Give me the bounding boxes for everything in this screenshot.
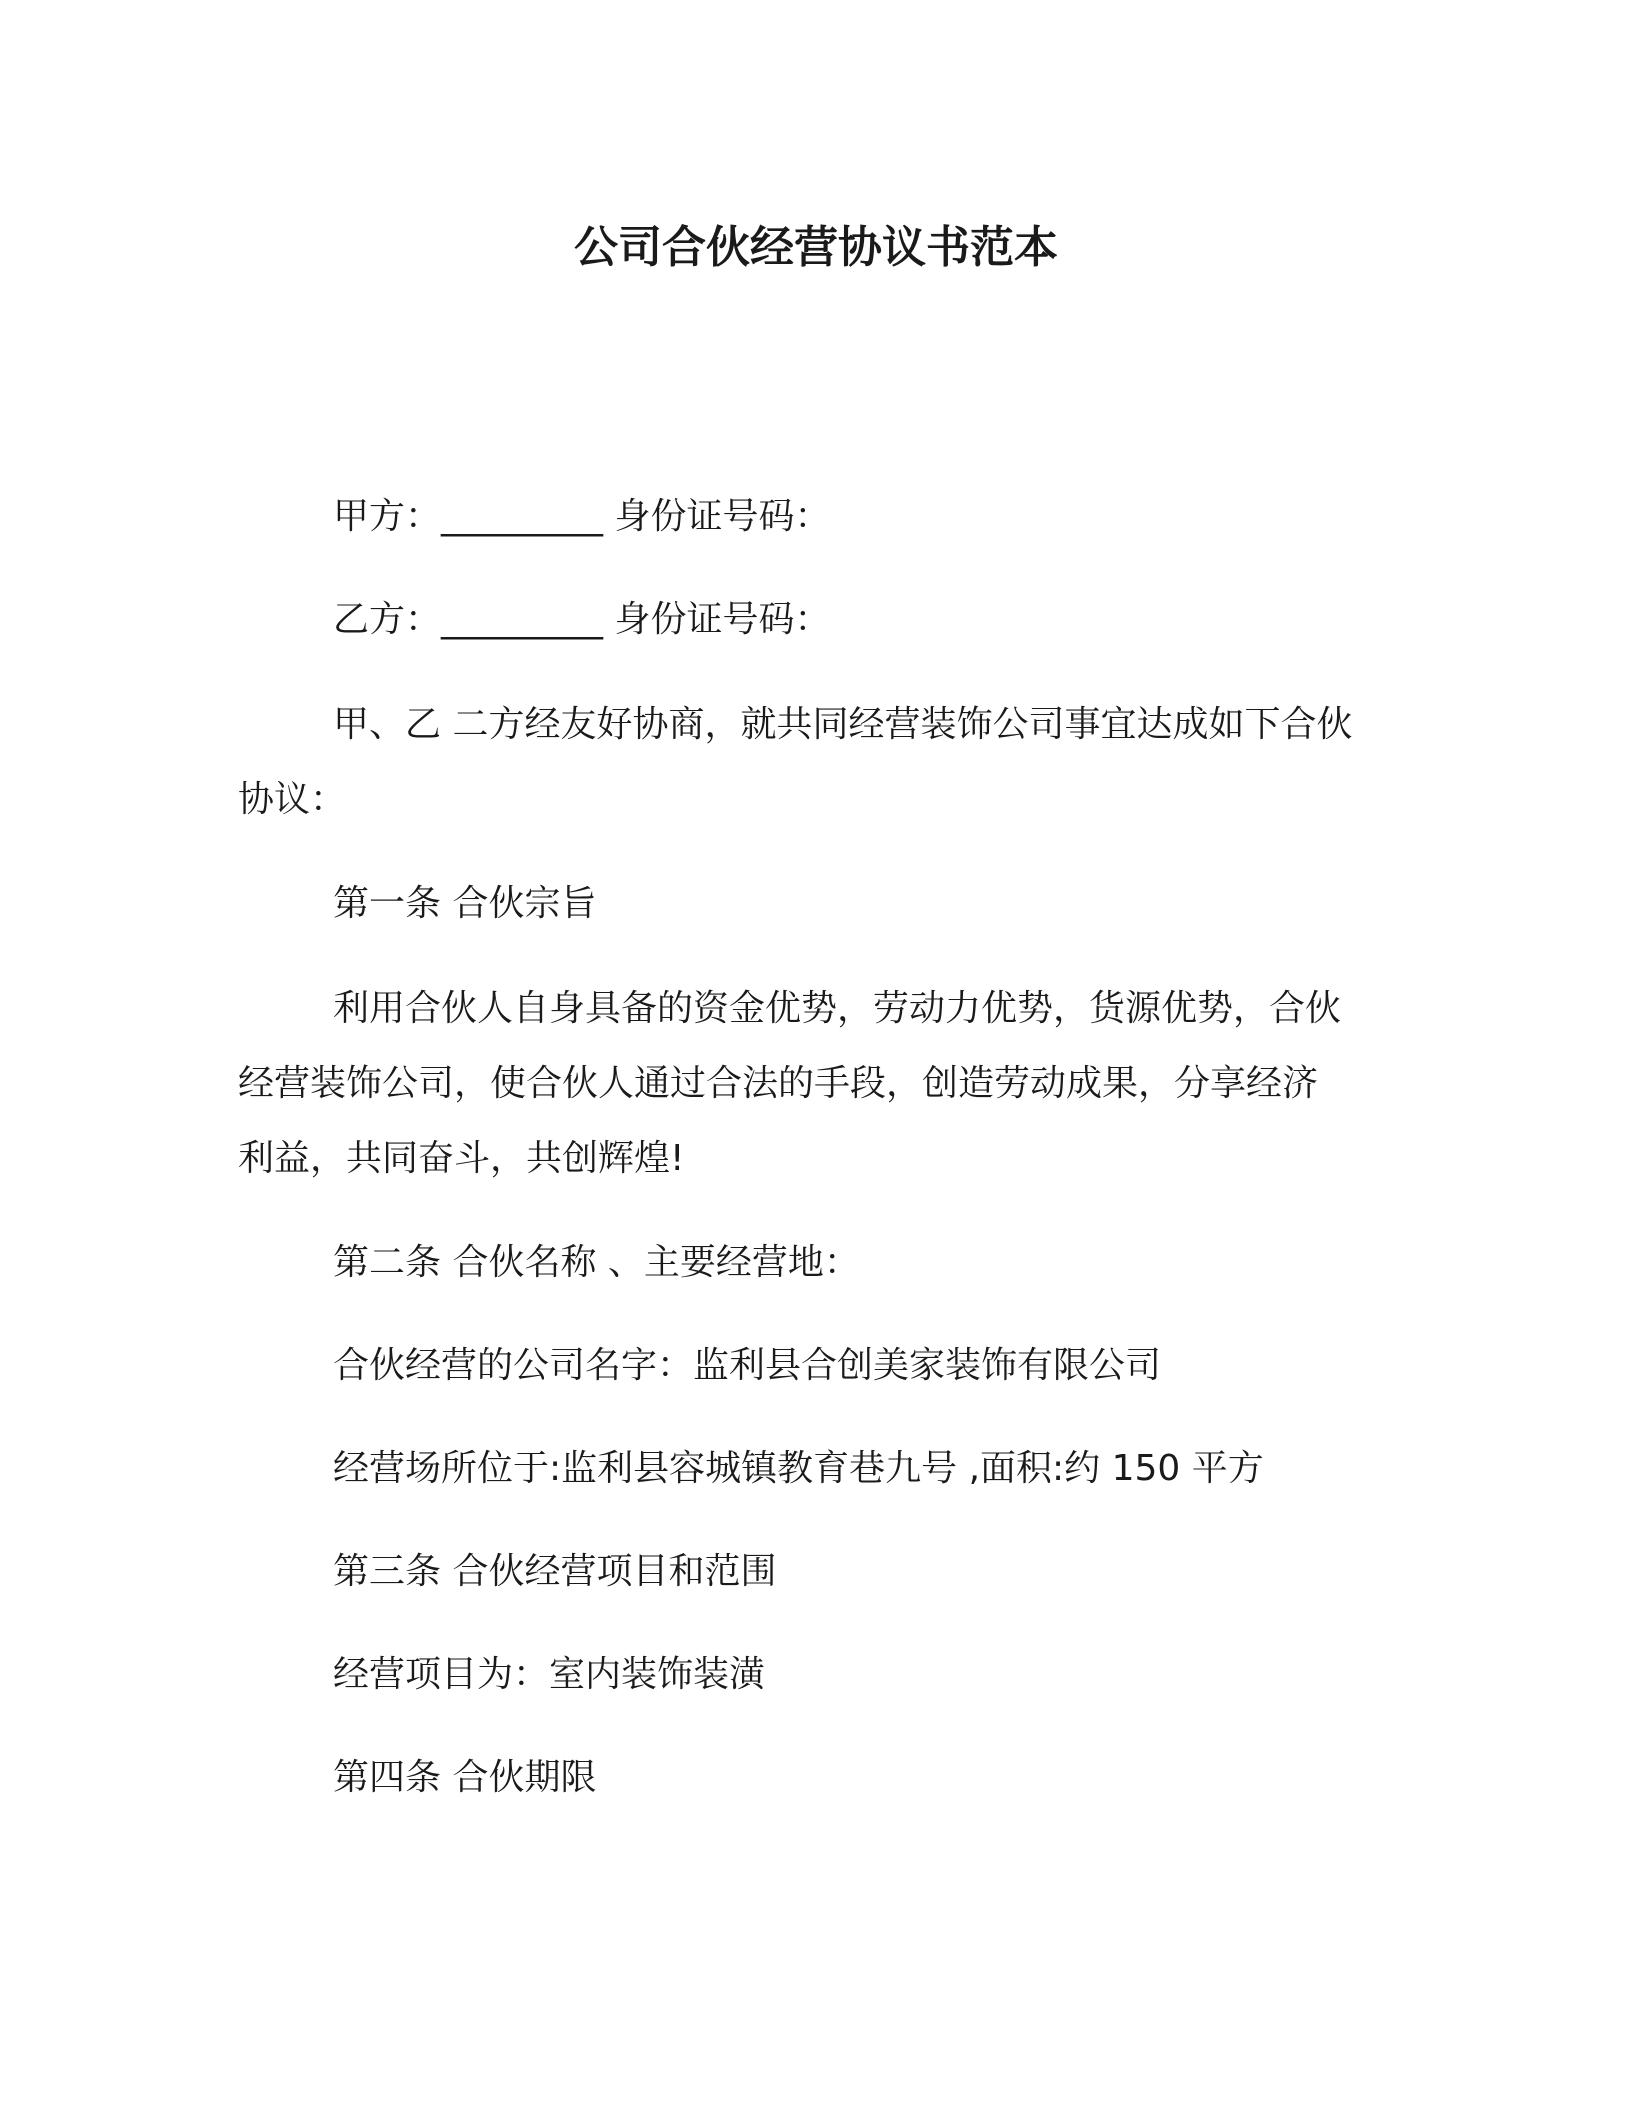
article-1-body-line-3: 利益，共同奋斗，共创辉煌! <box>238 1138 685 1179</box>
business-location-line: 经营场所位于:监利县容城镇教育巷九号 ,面积:约 150 平方 <box>333 1448 1264 1489</box>
article-1-body-line-1: 利用合伙人自身具备的资金优势，劳动力优势，货源优势，合伙 <box>333 988 1342 1029</box>
company-name-line: 合伙经营的公司名字：监利县合创美家装饰有限公司 <box>333 1345 1162 1386</box>
intro-paragraph-line-2: 协议： <box>238 779 347 820</box>
article-4-heading: 第四条 合伙期限 <box>333 1757 597 1798</box>
business-scope-line: 经营项目为：室内装饰装潢 <box>333 1654 766 1695</box>
party-b-line: 乙方：_________ 身份证号码： <box>333 599 831 640</box>
party-a-line: 甲方：_________ 身份证号码： <box>333 496 831 537</box>
intro-paragraph-line-1: 甲、乙 二方经友好协商，就共同经营装饰公司事宜达成如下合伙 <box>333 704 1353 745</box>
article-2-heading: 第二条 合伙名称 、主要经营地： <box>333 1242 860 1283</box>
article-3-heading: 第三条 合伙经营项目和范围 <box>333 1551 777 1592</box>
article-1-heading: 第一条 合伙宗旨 <box>333 883 597 924</box>
article-1-body-line-2: 经营装饰公司，使合伙人通过合法的手段，创造劳动成果，分享经济 <box>238 1063 1319 1104</box>
document-title: 公司合伙经营协议书范本 <box>574 222 1058 273</box>
